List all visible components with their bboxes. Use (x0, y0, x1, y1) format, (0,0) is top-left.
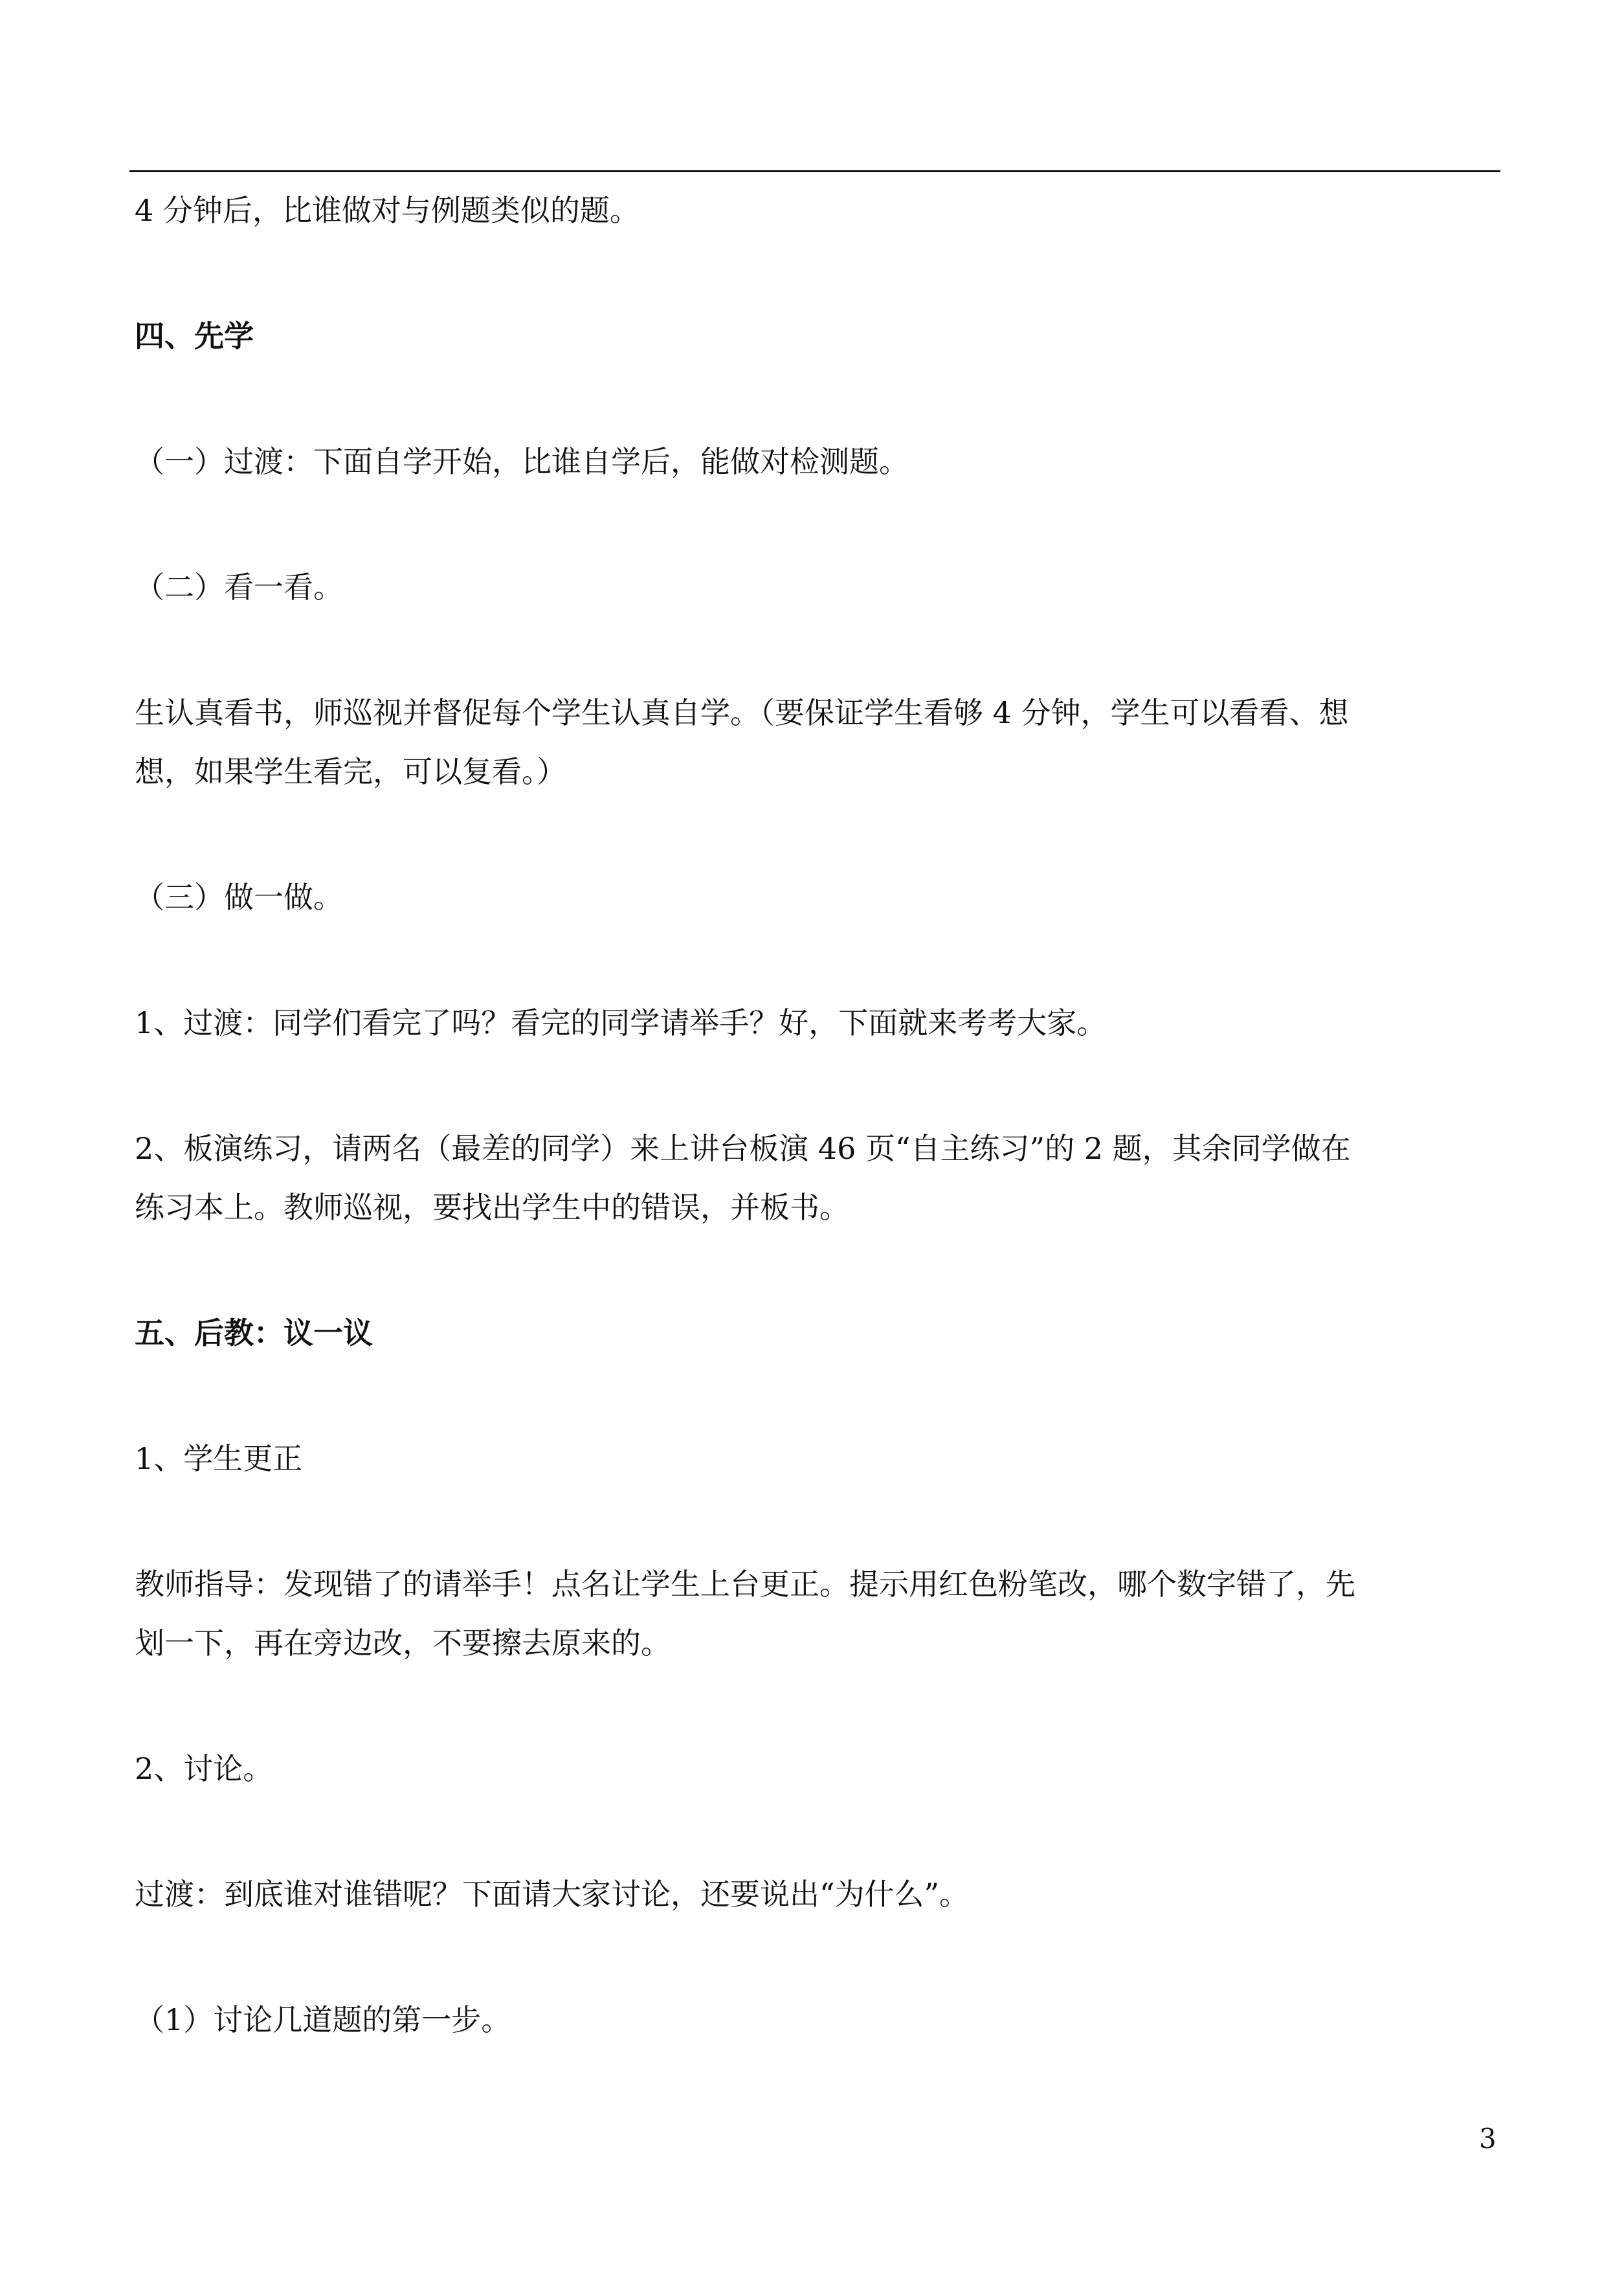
paragraph-correction: 1、学生更正 (135, 1441, 303, 1476)
page-number: 3 (1479, 2123, 1496, 2154)
paragraph-item-1: 1、过渡：同学们看完了吗？看完的同学请举手？好，下面就来考考大家。 (135, 1005, 1107, 1040)
paragraph-look: （二）看一看。 (135, 570, 343, 605)
header-rule (129, 170, 1500, 172)
paragraph-study-line-1: 生认真看书，师巡视并督促每个学生认真自学。（要保证学生看够 4 分钟，学生可以看看、想 (135, 695, 1349, 730)
paragraph-do: （三）做一做。 (135, 880, 343, 915)
paragraph-discussion: 2、讨论。 (135, 1751, 273, 1786)
paragraph-transition-2: 过渡：到底谁对谁错呢？下面请大家讨论，还要说出“为什么”。 (135, 1877, 970, 1912)
document-body (135, 181, 1500, 2050)
paragraph-transition-1: （一）过渡：下面自学开始，比谁自学后，能做对检测题。 (135, 444, 909, 479)
paragraph-intro: 4 分钟后，比谁做对与例题类似的题。 (135, 193, 640, 228)
paragraph-guidance-line-1: 教师指导：发现错了的请举手！点名让学生上台更正。提示用红色粉笔改，哪个数字错了，先 (135, 1567, 1355, 1602)
paragraph-discuss-step: （1）讨论几道题的第一步。 (135, 2002, 511, 2037)
section-heading-4: 四、先学 (135, 319, 254, 353)
paragraph-study-line-2: 想，如果学生看完，可以复看。） (135, 754, 566, 789)
paragraph-item-2-line-1: 2、板演练习，请两名（最差的同学）来上讲台板演 46 页“自主练习”的 2 题，其余同学做在 (135, 1131, 1351, 1166)
section-heading-5: 五、后教：议一议 (135, 1315, 373, 1350)
paragraph-guidance-line-2: 划一下，再在旁边改，不要擦去原来的。 (135, 1626, 671, 1661)
paragraph-item-2-line-2: 练习本上。教师巡视，要找出学生中的错误，并板书。 (135, 1190, 849, 1225)
